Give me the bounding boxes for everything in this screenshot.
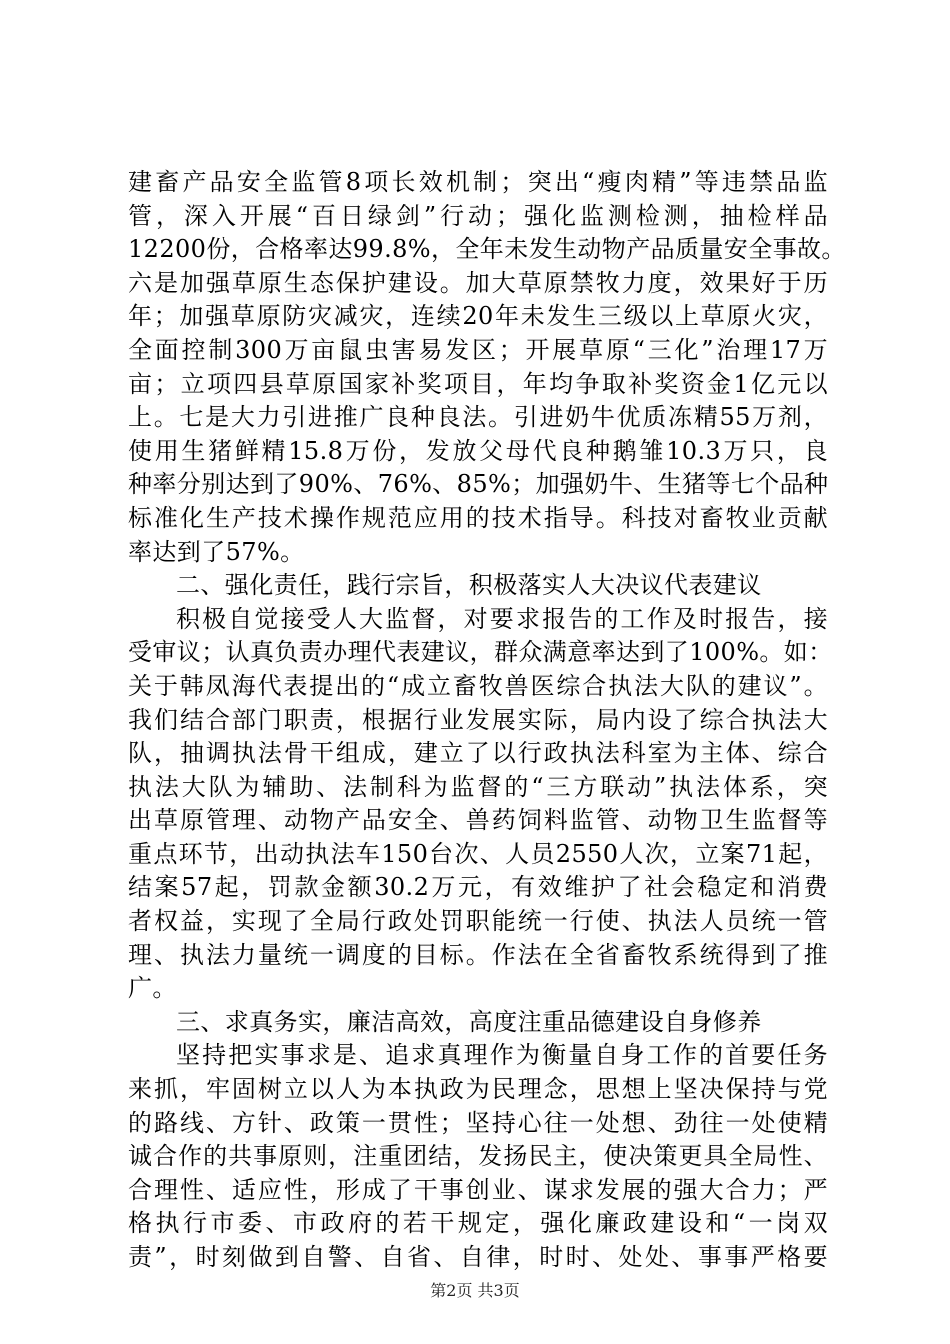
text-line: 标准化生产技术操作规范应用的技术指导。科技对畜牧业贡献 <box>128 503 828 532</box>
text-line: 坚持把实事求是、追求真理作为衡量自身工作的首要任务 <box>176 1041 828 1070</box>
text-line: 执法大队为辅助、法制科为监督的“三方联动”执法体系，突 <box>128 772 828 801</box>
text-line: 亩；立项四县草原国家补奖项目，年均争取补奖资金1亿元以 <box>128 369 828 398</box>
text-line: 理、执法力量统一调度的目标。作法在全省畜牧系统得到了推 <box>128 940 828 969</box>
text-line: 结案57起，罚款金额30.2万元，有效维护了社会稳定和消费 <box>128 873 828 902</box>
text-line: 队，抽调执法骨干组成，建立了以行政执法科室为主体、综合 <box>128 739 828 768</box>
text-line: 诚合作的共事原则，注重团结，发扬民主，使决策更具全局性、 <box>128 1142 828 1171</box>
text-line: 六是加强草原生态保护建设。加大草原禁牧力度，效果好于历 <box>128 268 828 297</box>
text-line: 二、强化责任，践行宗旨，积极落实人大决议代表建议 <box>176 571 762 600</box>
text-line: 种率分别达到了90%、76%、85%；加强奶牛、生猪等七个品种 <box>128 470 829 499</box>
text-line: 三、求真务实，廉洁高效，高度注重品德建设自身修养 <box>176 1007 762 1036</box>
text-line: 重点环节，出动执法车150台次、人员2550人次，立案71起， <box>128 839 828 868</box>
page-footer: 第2页 共3页 <box>430 1281 520 1300</box>
text-line: 来抓，牢固树立以人为本执政为民理念，思想上坚决保持与党 <box>128 1075 828 1104</box>
text-line: 使用生猪鲜精15.8万份，发放父母代良种鹅雏10.3万只，良 <box>128 436 828 465</box>
text-line: 的路线、方针、政策一贯性；坚持心往一处想、劲往一处使精 <box>128 1108 828 1137</box>
text-line: 出草原管理、动物产品安全、兽药饲料监管、动物卫生监督等 <box>128 806 828 835</box>
document-body <box>128 166 846 1275</box>
text-line: 年；加强草原防灾减灾，连续20年未发生三级以上草原火灾， <box>128 302 828 331</box>
text-line: 责”，时刻做到自警、自省、自律，时时、处处、事事严格要 <box>128 1243 828 1271</box>
text-line: 格执行市委、市政府的若干规定，强化廉政建设和“一岗双 <box>128 1209 828 1238</box>
text-line: 广。 <box>128 974 177 1003</box>
text-line: 者权益，实现了全局行政处罚职能统一行使、执法人员统一管 <box>128 907 828 936</box>
text-line: 全面控制300万亩鼠虫害易发区；开展草原“三化”治理17万 <box>128 335 828 364</box>
text-line: 合理性、适应性，形成了干事创业、谋求发展的强大合力；严 <box>128 1175 828 1204</box>
text-line: 受审议；认真负责办理代表建议，群众满意率达到了100%。如： <box>128 638 833 667</box>
text-line: 关于韩凤海代表提出的“成立畜牧兽医综合执法大队的建议”。 <box>128 671 828 700</box>
text-line: 上。七是大力引进推广良种良法。引进奶牛优质冻精55万剂， <box>128 403 828 432</box>
text-line: 12200份，合格率达99.8%，全年未发生动物产品质量安全事故。 <box>128 235 846 264</box>
text-line: 管，深入开展“百日绿剑”行动；强化监测检测，抽检样品 <box>128 201 828 230</box>
text-line: 率达到了57%。 <box>128 537 305 566</box>
text-line: 我们结合部门职责，根据行业发展实际，局内设了综合执法大 <box>128 705 828 734</box>
text-line: 积极自觉接受人大监督，对要求报告的工作及时报告，接 <box>176 604 828 633</box>
text-line: 建畜产品安全监管8项长效机制；突出“瘦肉精”等违禁品监 <box>128 168 828 196</box>
